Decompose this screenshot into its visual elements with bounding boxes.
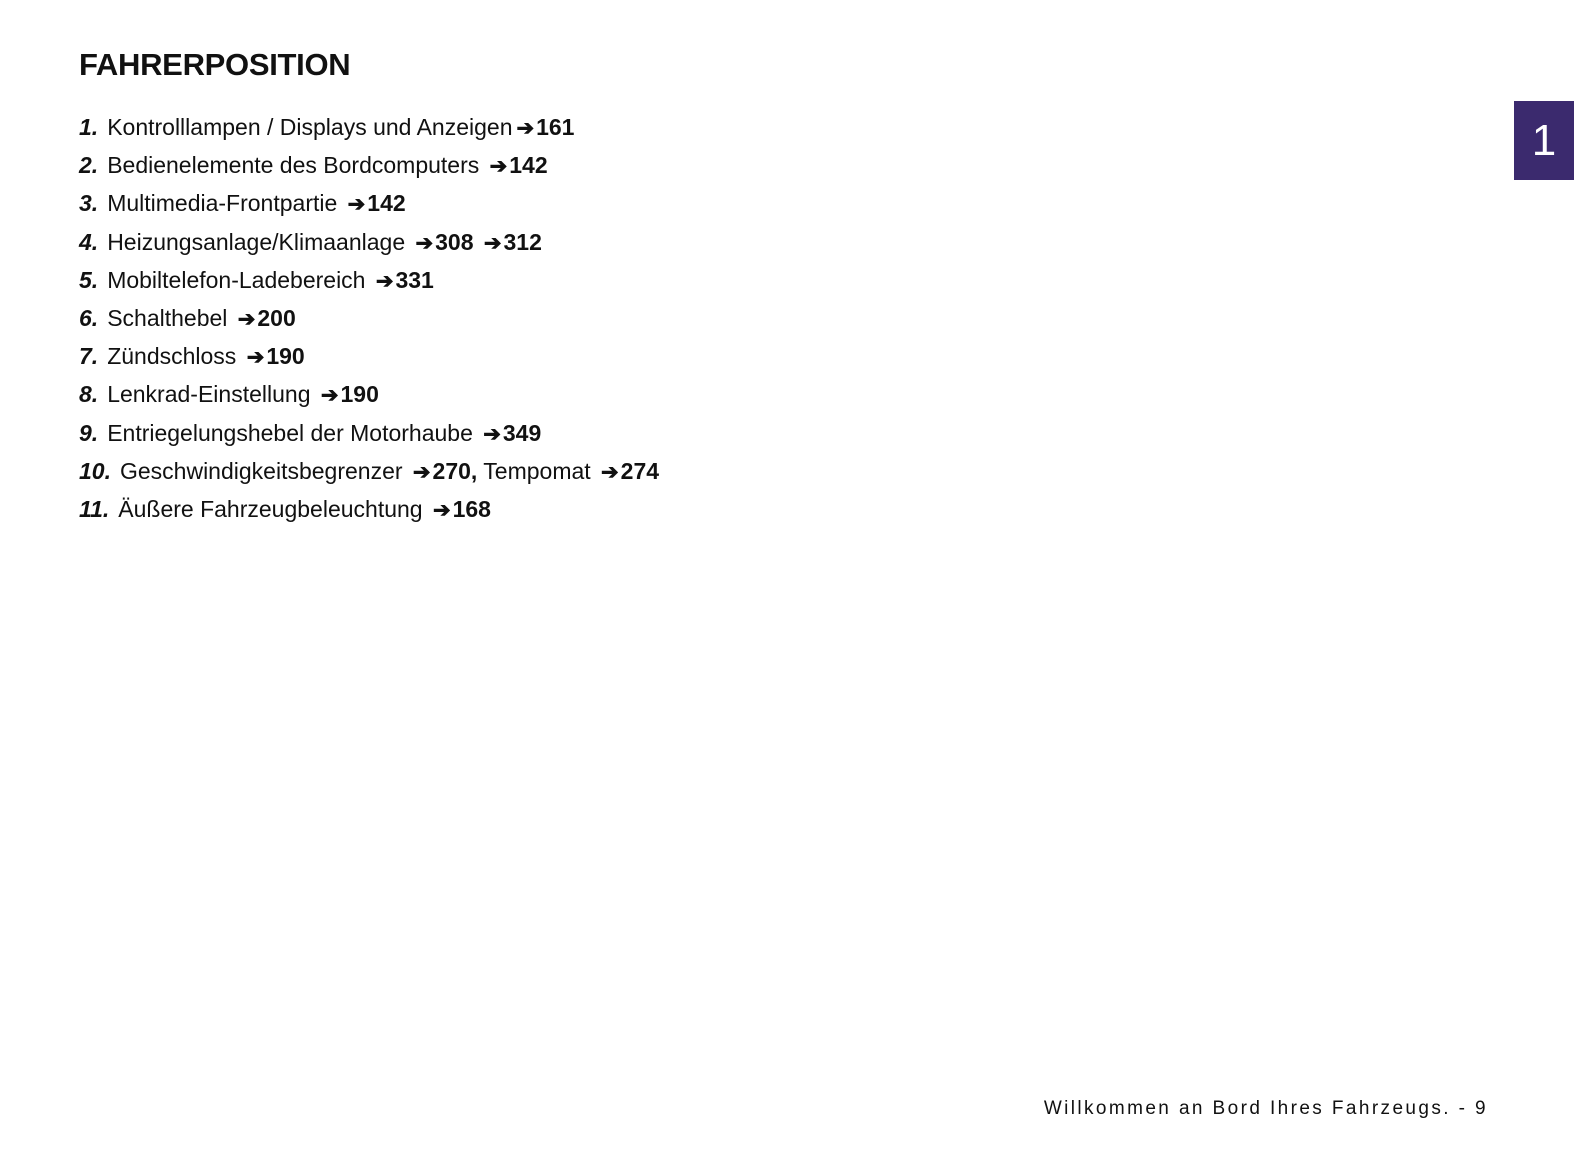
item-number: 5.: [79, 266, 99, 293]
item-number: 3.: [79, 190, 99, 217]
item-label: Multimedia-Frontpartie: [107, 190, 338, 217]
arrow-right-icon: ➔: [483, 231, 502, 255]
list-item: [79, 490, 659, 528]
page-reference[interactable]: 190: [340, 381, 379, 408]
page-reference[interactable]: 308: [435, 228, 474, 255]
item-number: 2.: [79, 152, 99, 179]
item-number: 4.: [79, 228, 99, 255]
page-reference[interactable]: 331: [395, 266, 434, 293]
page-reference[interactable]: 312: [503, 228, 542, 255]
list-item: [79, 299, 659, 337]
arrow-right-icon: ➔: [601, 460, 619, 484]
page-reference[interactable]: 274: [620, 457, 660, 484]
separator: ,: [470, 457, 478, 484]
arrow-right-icon: ➔: [483, 422, 501, 446]
page-reference[interactable]: 349: [502, 419, 542, 446]
item-list: [79, 108, 659, 528]
item-number: 11.: [79, 495, 110, 522]
list-item: [79, 452, 659, 490]
list-item: [79, 184, 659, 222]
page-reference[interactable]: 200: [257, 304, 296, 331]
arrow-right-icon: ➔: [237, 307, 256, 331]
item-number: 9.: [79, 419, 99, 446]
list-item: [79, 375, 659, 413]
arrow-right-icon: ➔: [246, 346, 265, 370]
arrow-right-icon: ➔: [320, 384, 339, 408]
arrow-right-icon: ➔: [415, 231, 434, 255]
list-item: [79, 337, 659, 375]
arrow-right-icon: ➔: [347, 193, 366, 217]
item-label: Zündschloss: [107, 343, 237, 370]
item-label: Mobiltelefon-Ladebereich: [107, 266, 366, 293]
item-label: Heizungsanlage/Klimaanlage: [107, 228, 406, 255]
list-item: [79, 223, 659, 261]
item-label: Kontrolllampen / Displays und Anzeigen: [107, 114, 513, 140]
item-number: 8.: [79, 381, 99, 408]
page-reference[interactable]: 190: [266, 343, 305, 370]
item-label: Bedienelemente des Bordcomputers: [107, 152, 480, 179]
list-item: [79, 146, 659, 184]
item-label: Schalthebel: [107, 304, 228, 331]
page-reference[interactable]: 270: [432, 457, 471, 484]
list-item: [79, 414, 659, 452]
item-label: Geschwindigkeitsbegrenzer: [119, 457, 403, 484]
page-reference[interactable]: 161: [536, 114, 575, 140]
item-number: 10.: [79, 457, 111, 484]
page-footer: Willkommen an Bord Ihres Fahrzeugs. - 9: [1043, 1098, 1488, 1119]
arrow-right-icon: ➔: [375, 269, 394, 293]
item-label: Lenkrad-Einstellung: [107, 381, 311, 408]
arrow-right-icon: ➔: [432, 498, 451, 522]
list-item: [79, 261, 659, 299]
arrow-right-icon: ➔: [516, 117, 535, 140]
item-number: 6.: [79, 304, 99, 331]
item-number: 1.: [79, 114, 99, 140]
page-reference[interactable]: 168: [452, 495, 491, 522]
page-title: FAHRERPOSITION: [79, 47, 351, 82]
page-reference[interactable]: 142: [509, 152, 548, 179]
item-label: Entriegelungshebel der Motorhaube: [107, 419, 473, 446]
item-label: Äußere Fahrzeugbeleuchtung: [118, 495, 423, 522]
page-reference[interactable]: 142: [367, 190, 406, 217]
list-item: [79, 108, 659, 146]
item-label-secondary: Tempomat: [483, 457, 591, 484]
arrow-right-icon: ➔: [489, 155, 508, 179]
chapter-tab: 1: [1514, 101, 1574, 180]
item-number: 7.: [79, 343, 99, 370]
arrow-right-icon: ➔: [412, 460, 431, 484]
